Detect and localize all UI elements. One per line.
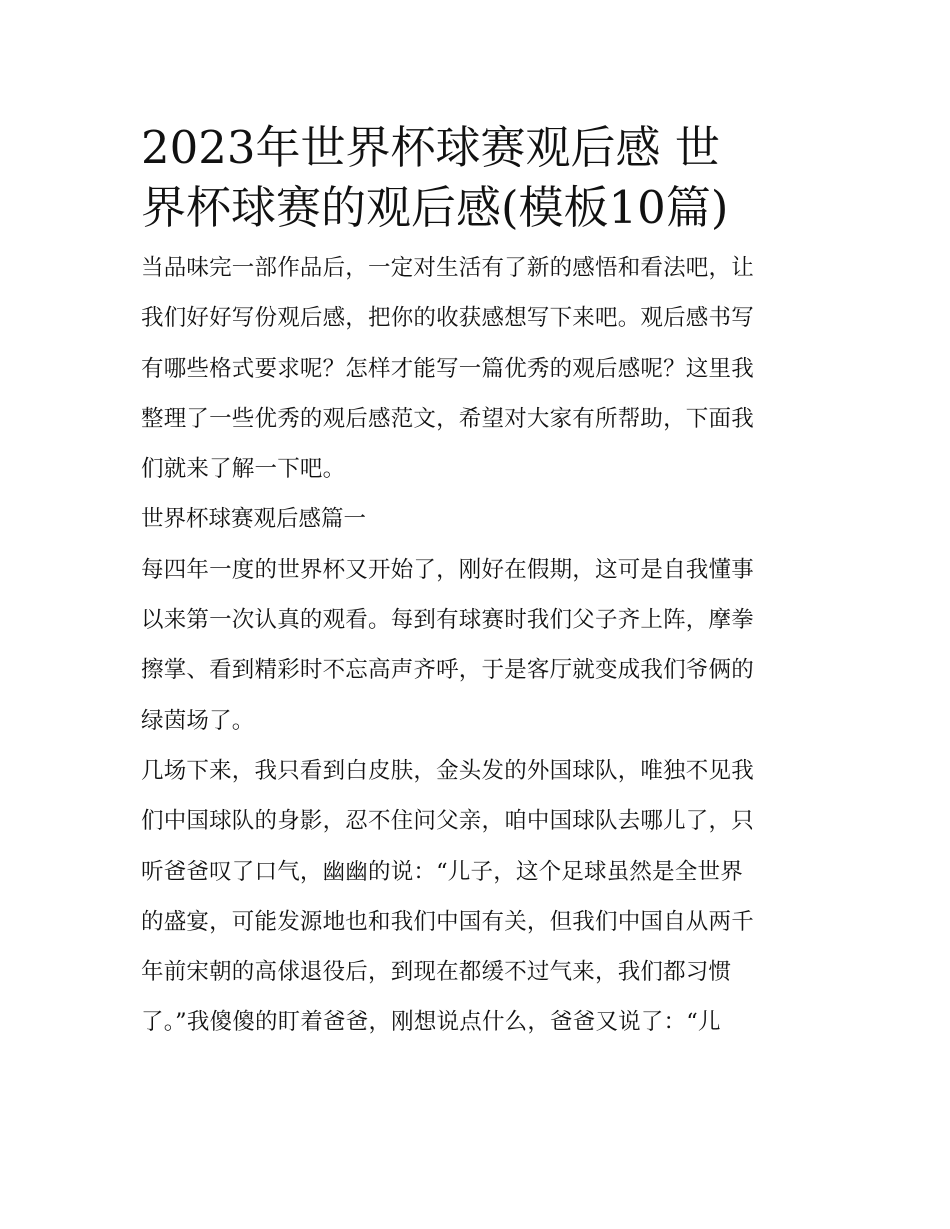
document-content [141, 118, 813, 1048]
paragraph-2-line-5: 年前宋朝的高俅退役后，到现在都缓不过气来，我们都习惯 [141, 959, 732, 986]
section-heading: 世界杯球赛观后感篇一 [141, 506, 367, 533]
paragraph-2-line-6: 了。”我傻傻的盯着爸爸，刚想说点什么，爸爸又说了：“儿 [141, 1009, 721, 1036]
paragraph-1-line-1: 每四年一度的世界杯又开始了，刚好在假期，这可是自我懂事 [141, 556, 754, 583]
document-title [141, 118, 813, 238]
paragraph-1-line-3: 擦掌、看到精彩时不忘高声齐呼，于是客厅就变成我们爷俩的 [141, 657, 754, 684]
intro-paragraph [141, 243, 813, 494]
intro-line-5: 们就来了解一下吧。 [141, 456, 346, 483]
paragraph-2 [141, 746, 813, 1048]
intro-line-2: 我们好好写份观后感，把你的收获感想写下来吧。观后感书写 [141, 305, 754, 332]
paragraph-2-line-4: 的盛宴，可能发源地也和我们中国有关，但我们中国自从两千 [141, 908, 754, 935]
intro-line-3: 有哪些格式要求呢？怎样才能写一篇优秀的观后感呢？这里我 [141, 355, 754, 382]
paragraph-2-line-1: 几场下来，我只看到白皮肤，金头发的外国球队，唯独不见我 [141, 757, 754, 784]
title-line-2: 界杯球赛的观后感(模板10篇) [141, 181, 729, 234]
paragraph-2-line-3: 听爸爸叹了口气，幽幽的说：“儿子，这个足球虽然是全世界 [141, 858, 743, 885]
paragraph-1-line-2: 以来第一次认真的观看。每到有球赛时我们父子齐上阵，摩拳 [141, 607, 754, 634]
paragraph-1 [141, 545, 813, 746]
paragraph-1-line-4: 绿茵场了。 [141, 707, 255, 734]
intro-line-1: 当品味完一部作品后，一定对生活有了新的感悟和看法吧，让 [141, 255, 754, 281]
paragraph-2-line-2: 们中国球队的身影，忍不住问父亲，咱中国球队去哪儿了，只 [141, 808, 754, 835]
title-line-1: 2023年世界杯球赛观后感 世 [141, 121, 720, 174]
intro-line-4: 整理了一些优秀的观后感范文，希望对大家有所帮助，下面我 [141, 405, 754, 432]
